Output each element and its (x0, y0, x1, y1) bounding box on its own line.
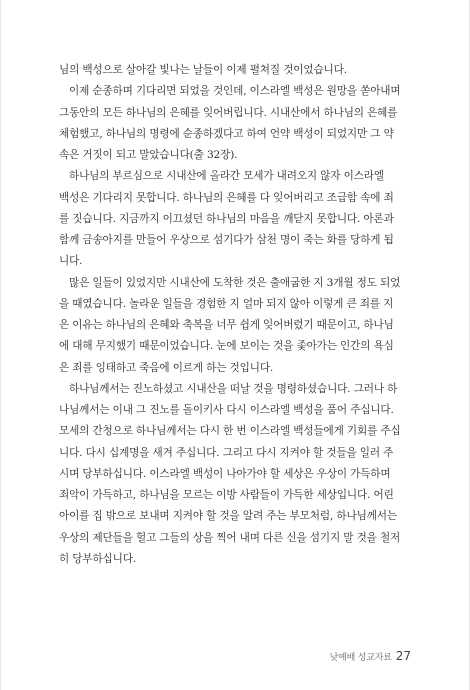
text-line: 를 짓습니다. 지금까지 이끄셨던 하나님의 마음을 깨닫지 못합니다. 아론과 (59, 212, 394, 225)
text-line: 히 당부하십니다. (59, 552, 137, 565)
text-line: 아이를 집 밖으로 보내며 지켜야 할 것을 알려 주는 부모처럼, 하나님께서는 (59, 510, 397, 523)
text-line: 백성은 기다리지 못합니다. 하나님의 은혜를 다 잊어버리고 조급함 속에 죄 (59, 191, 394, 204)
text-line: 하나님께서는 진노하셨고 시내산을 떠날 것을 명령하셨습니다. 그러나 하 (69, 382, 398, 395)
page-footer (330, 649, 411, 665)
text-line: 하나님의 부르심으로 시내산에 올라간 모세가 내려오지 않자 이스라엘 (69, 170, 384, 183)
body-text (59, 60, 417, 570)
text-line: 우상의 제단들을 헐고 그들의 상을 찍어 내며 다른 신을 섬기지 말 것을 철저 (59, 531, 401, 544)
text-line: 은 죄를 잉태하고 죽음에 이르게 하는 것입니다. (59, 361, 274, 374)
text-line: 속은 거짓이 되고 말았습니다(출 32장). (59, 149, 238, 161)
text-line: 체험했고, 하나님의 명령에 순종하겠다고 하여 언약 백성이 되었지만 그 약 (59, 127, 394, 140)
text-line: 죄악이 가득하고, 하나님을 모르는 이방 사람들이 가득한 세상입니다. 어린 (59, 489, 394, 501)
text-line: 시며 당부하십니다. 이스라엘 백성이 나아가야 할 세상은 우상이 가득하며 (59, 467, 391, 480)
text-line: 님의 백성으로 살아갈 빛나는 날들이 이제 펼쳐질 것이었습니다. (59, 64, 347, 76)
text-line: 나님께서는 이내 그 진노를 돌이키사 다시 이스라엘 백성을 품어 주십니다. (59, 404, 394, 416)
page-number: 27 (395, 649, 411, 663)
text-line: 그동안의 모든 하나님의 은혜를 잊어버립니다. 시내산에서 하나님의 은혜를 (59, 106, 398, 119)
text-line: 함께 금송아지를 만들어 우상으로 섬기다가 삼천 명이 죽는 화를 당하게 됩 (59, 234, 394, 246)
text-line: 많은 일들이 있었지만 시내산에 도착한 것은 출애굽한 지 3개월 정도 되었 (69, 276, 401, 289)
text-line: 니다. 다시 십계명을 새겨 주십니다. 그리고 다시 지켜야 할 것들을 일러 주 (59, 446, 394, 459)
text-line: 은 이유는 하나님의 은혜와 축복을 너무 쉽게 잊어버렸기 때문이고, 하나님 (59, 319, 394, 331)
text-line: 에 대해 무지했기 때문이었습니다. 눈에 보이는 것을 좇아가는 인간의 욕심 (59, 340, 394, 353)
footer-label: 낮예배 성교자료 (329, 653, 392, 663)
text-line: 을 때였습니다. 놀라운 일들을 경험한 지 얼마 되지 않아 이렇게 큰 죄를 지 (59, 297, 394, 310)
text-line: 이제 순종하며 기다리면 되었을 것인데, 이스라엘 백성은 원망을 쏟아내며 (69, 85, 401, 98)
text-line: 니다. (59, 255, 83, 268)
text-line: 모세의 간청으로 하나님께서는 다시 한 번 이스라엘 백성들에게 기회를 주십 (59, 425, 401, 438)
